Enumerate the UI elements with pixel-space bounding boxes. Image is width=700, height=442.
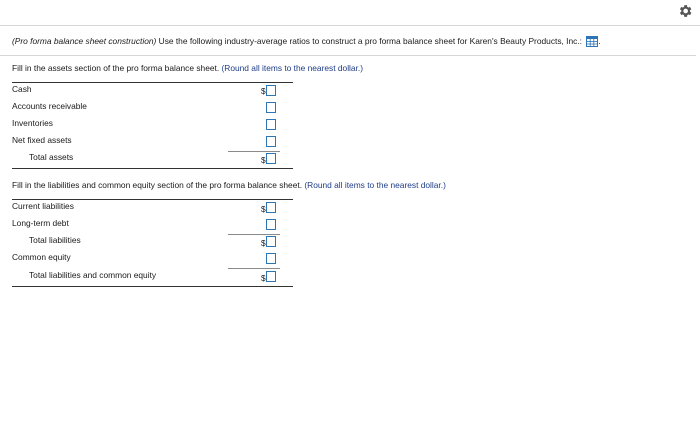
dollar-sign: $ <box>261 86 266 96</box>
total-assets-input[interactable] <box>266 153 276 164</box>
cash-input[interactable] <box>266 85 276 96</box>
total-liabilities-input[interactable] <box>266 236 276 247</box>
assets-top-rule <box>12 82 293 83</box>
common-equity-input[interactable] <box>266 253 276 264</box>
liabilities-round-note: (Round all items to the nearest dollar.) <box>304 180 446 190</box>
question-divider <box>0 55 696 56</box>
inventories-input[interactable] <box>266 119 276 130</box>
dollar-sign: $ <box>261 155 266 165</box>
row-label-total-liabilities: Total liabilities <box>29 235 81 245</box>
question-body: Use the following industry-average ratios to construct a pro forma balance sheet for Karen's Beauty Products, Inc.: <box>156 36 582 46</box>
assets-round-note: (Round all items to the nearest dollar.) <box>221 63 364 73</box>
liabilities-bottom-rule <box>12 286 293 287</box>
dollar-sign: $ <box>261 238 266 248</box>
assets-instruction-text: Fill in the assets section of the pro forma balance sheet. <box>12 63 220 73</box>
assets-bottom-rule <box>12 168 293 169</box>
row-label-net-fixed-assets: Net fixed assets <box>12 135 72 145</box>
total-liabilities-and-equity-input[interactable] <box>266 271 276 282</box>
accounts-receivable-input[interactable] <box>266 102 276 113</box>
question-period: . <box>598 36 601 46</box>
question-text <box>12 36 601 47</box>
row-label-total-liabilities-and-equity: Total liabilities and common equity <box>29 270 157 280</box>
total-assets-rule <box>228 151 280 152</box>
row-label-current-liabilities: Current liabilities <box>12 201 74 211</box>
row-label-inventories: Inventories <box>12 118 53 128</box>
total-liabilities-rule <box>228 234 280 235</box>
current-liabilities-input[interactable] <box>266 202 276 213</box>
question-title: (Pro forma balance sheet construction) <box>12 36 157 46</box>
header-divider <box>0 25 700 26</box>
row-label-long-term-debt: Long-term debt <box>12 218 69 228</box>
liabilities-instruction <box>12 180 446 191</box>
row-label-cash: Cash <box>12 84 32 94</box>
liabilities-instruction-text: Fill in the liabilities and common equity section of the pro forma balance sheet. <box>12 180 303 190</box>
row-label-common-equity: Common equity <box>12 252 71 262</box>
table-icon[interactable] <box>586 36 601 47</box>
total-liabilities-equity-rule <box>228 268 280 269</box>
long-term-debt-input[interactable] <box>266 219 276 230</box>
assets-instruction <box>12 63 363 74</box>
net-fixed-assets-input[interactable] <box>266 136 276 147</box>
dollar-sign: $ <box>261 204 266 214</box>
dollar-sign: $ <box>261 273 266 283</box>
gear-icon[interactable] <box>677 3 693 19</box>
row-label-total-assets: Total assets <box>29 152 74 162</box>
row-label-accounts-receivable: Accounts receivable <box>12 101 87 111</box>
liabilities-top-rule <box>12 199 293 200</box>
